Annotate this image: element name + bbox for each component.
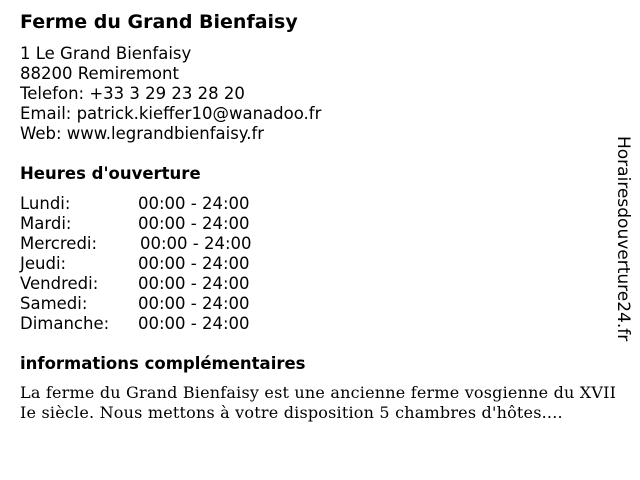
web-line: Web: www.legrandbienfaisy.fr <box>20 124 265 143</box>
hours-row-wednesday <box>20 234 252 254</box>
day-hours: 00:00 - 24:00 <box>138 274 250 293</box>
hours-row-monday <box>20 194 252 214</box>
business-name: Ferme du Grand Bienfaisy <box>20 11 298 33</box>
day-label: Mercredi: <box>20 234 98 253</box>
address-line-2: 88200 Remiremont <box>20 64 179 83</box>
day-label: Vendredi: <box>20 274 99 293</box>
day-hours: 00:00 - 24:00 <box>138 314 250 333</box>
opening-hours-heading: Heures d'ouverture <box>20 164 201 183</box>
hours-row-tuesday <box>20 214 252 234</box>
additional-info-text: La ferme du Grand Bienfaisy est une ancienne ferme vosgienne du XVIIIe siècle. Nous mettons à votre disposition 5 chambres d'hôtes.... <box>20 383 617 422</box>
contact-block <box>20 44 321 144</box>
hours-row-friday <box>20 274 252 294</box>
day-label: Mardi: <box>20 214 72 233</box>
hours-row-thursday <box>20 254 252 274</box>
hours-row-saturday <box>20 294 252 314</box>
day-hours: 00:00 - 24:00 <box>138 294 250 313</box>
day-hours: 00:00 - 24:00 <box>138 194 250 213</box>
day-hours: 00:00 - 24:00 <box>138 254 250 273</box>
day-hours: 00:00 - 24:00 <box>140 234 252 253</box>
phone-line: Telefon: +33 3 29 23 28 20 <box>20 84 245 103</box>
email-line: Email: patrick.kieffer10@wanadoo.fr <box>20 104 322 123</box>
day-label: Lundi: <box>20 194 71 213</box>
day-label: Samedi: <box>20 294 88 313</box>
additional-info-heading: informations complémentaires <box>20 354 306 373</box>
day-hours: 00:00 - 24:00 <box>138 214 250 233</box>
day-label: Dimanche: <box>20 314 110 333</box>
address-line-1: 1 Le Grand Bienfaisy <box>20 44 192 63</box>
opening-hours-table <box>20 194 252 334</box>
hours-row-sunday <box>20 314 252 334</box>
day-label: Jeudi: <box>20 254 67 273</box>
watermark-text: Horairesdouverture24.fr <box>613 136 633 342</box>
